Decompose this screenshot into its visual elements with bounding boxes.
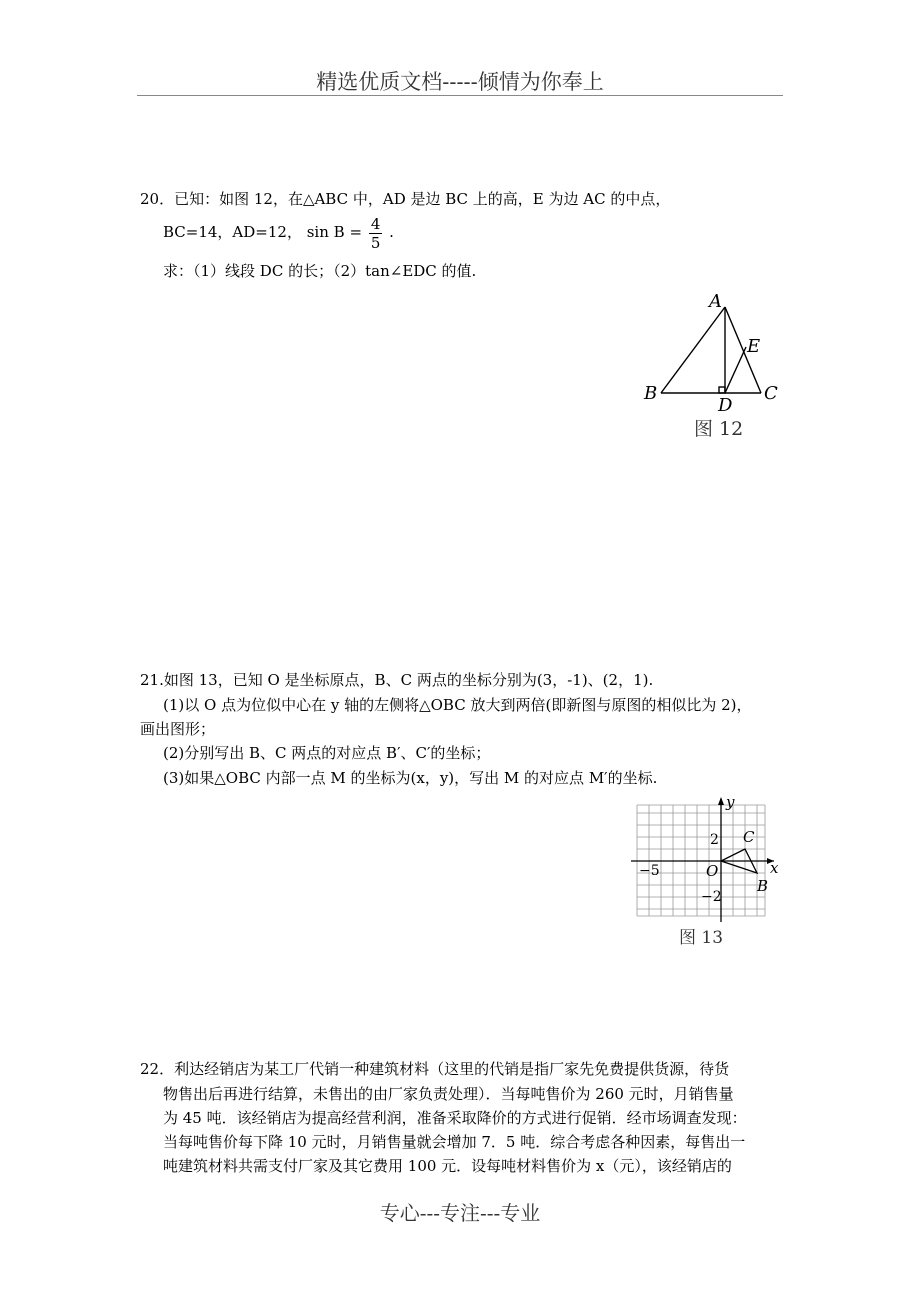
page-footer: 专心---专注---专业: [379, 1201, 541, 1225]
y-tick-2: 2: [710, 832, 719, 848]
label-A: A: [709, 291, 722, 312]
x-axis-label: x: [770, 859, 779, 877]
q22-line-1: 22．利达经销店为某工厂代销一种建筑材料（这里的代销是指厂家先免费提供货源，待货: [140, 1060, 730, 1078]
segment-DE: [725, 347, 746, 393]
q20-fraction: [369, 215, 383, 252]
header-divider: [137, 95, 783, 96]
q21-line-4: (2)分别写出 B、C 两点的对应点 B′、C′的坐标；: [163, 744, 491, 762]
q20-given-values: BC=14，AD=12，: [163, 223, 302, 241]
q22-line-3: 为 45 吨．该经销店为提高经营利润，准备采取降价的方式进行促销．经市场调查发现：: [163, 1109, 747, 1127]
figure-12: [630, 285, 790, 445]
y-axis-label: y: [726, 795, 735, 811]
figure-13-caption: 图 13: [679, 928, 724, 948]
point-C-label: C: [743, 828, 755, 846]
q22-line-4: 当每吨售价每下降 10 元时，月销售量就会增加 7．5 吨．综合考虑各种因素，每售出一: [163, 1133, 746, 1151]
label-B: B: [644, 383, 658, 404]
q20-line-2: [163, 212, 394, 252]
page-header: 精选优质文档-----倾情为你奉上: [316, 70, 604, 94]
figure-13: [628, 795, 788, 955]
label-C: C: [764, 383, 778, 404]
origin-label: O: [706, 862, 719, 880]
q20-line-1: 20．已知：如图 12，在△ABC 中，AD 是边 BC 上的高，E 为边 AC 的中点，: [140, 190, 671, 208]
y-tick-neg-2: −2: [701, 889, 722, 905]
q20-sin-label: sin B =: [306, 223, 363, 241]
q22-line-5: 吨建筑材料共需支付厂家及其它费用 100 元．设每吨材料售价为 x（元），该经销店的: [163, 1157, 732, 1175]
q20-line-2-end: .: [389, 223, 394, 241]
q21-line-1: 21.如图 13，已知 O 是坐标原点，B、C 两点的坐标分别为(3，-1)、(2，1).: [140, 671, 654, 689]
y-axis-arrow: [718, 797, 724, 805]
q21-line-3: 画出图形；: [140, 720, 216, 738]
q20-line-3: 求：（1）线段 DC 的长；（2）tan∠EDC 的值.: [163, 262, 477, 280]
q21-line-2: (1)以 O 点为位似中心在 y 轴的左侧将△OBC 放大到两倍(即新图与原图的相似比为 2)，: [163, 696, 752, 714]
x-tick-neg-5: −5: [639, 863, 660, 879]
label-D: D: [718, 395, 733, 416]
side-AB: [661, 307, 725, 393]
right-angle-mark: [719, 387, 725, 393]
q20-fraction-denominator: 5: [370, 233, 381, 252]
q20-fraction-numerator: 4: [370, 214, 381, 233]
q22-line-2: 物售出后再进行结算，未售出的由厂家负责处理）．当每吨售价为 260 元时，月销售量: [163, 1085, 734, 1103]
q21-line-5: (3)如果△OBC 内部一点 M 的坐标为(x，y)，写出 M 的对应点 M′的坐标.: [163, 769, 658, 787]
point-B-label: B: [757, 877, 769, 895]
label-E: E: [747, 336, 761, 357]
figure-12-caption: 图 12: [694, 418, 744, 440]
